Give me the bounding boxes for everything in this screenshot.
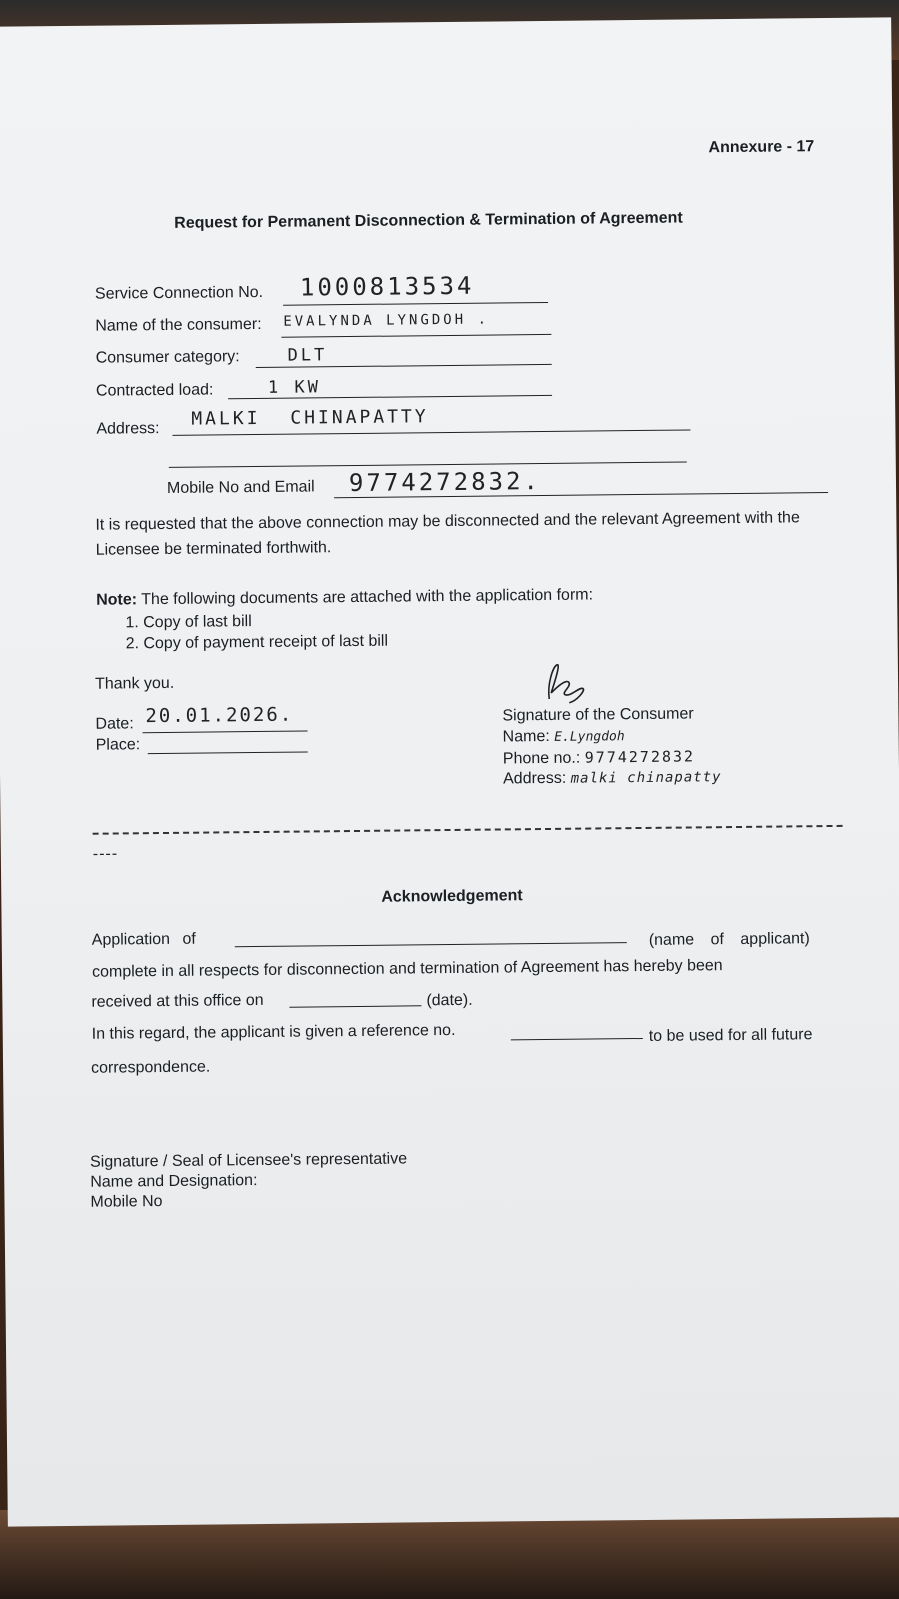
acknowledgement-title: Acknowledgement — [381, 887, 523, 906]
ack-application-of: Application of — [91, 930, 196, 949]
annexure-label: Annexure - 17 — [708, 138, 815, 157]
consumer-address-value: malki chinapatty — [570, 769, 722, 787]
ack-received-text: received at this office on — [91, 991, 264, 1011]
licensee-mobile: Mobile No — [90, 1193, 163, 1211]
ack-name-of-applicant: (name of applicant) — [648, 930, 810, 949]
contracted-load-label: Contracted load: — [95, 381, 214, 400]
note-label: Note: — [96, 591, 138, 609]
consumer-category-value: DLT — [287, 345, 328, 366]
note-item-1: 1. Copy of last bill — [125, 613, 252, 632]
consumer-phone-label: Phone no.: — [502, 749, 581, 768]
consumer-signature-heading: Signature of the Consumer — [502, 705, 694, 725]
document-title: Request for Permanent Disconnection & Termination of Agreement — [174, 209, 683, 232]
consumer-sig-name-value: E.Lyngdoh — [554, 729, 625, 745]
ack-future-text: to be used for all future — [648, 1026, 813, 1045]
ack-date-line — [289, 1005, 421, 1007]
mobile-email-label: Mobile No and Email — [166, 478, 315, 497]
consumer-name-label: Name of the consumer: — [95, 315, 262, 335]
licensee-signature: Signature / Seal of Licensee's representative — [89, 1150, 408, 1171]
note-item-2: 2. Copy of payment receipt of last bill — [125, 632, 389, 653]
address-line-1 — [172, 429, 690, 435]
consumer-address-row — [503, 768, 722, 788]
date-label: Date: — [95, 715, 134, 733]
consumer-category-label: Consumer category: — [95, 348, 240, 367]
thanks-text: Thank you. — [94, 674, 175, 693]
mobile-email-value: 9774272832. — [348, 467, 542, 498]
address-line-2 — [169, 461, 687, 467]
consumer-signature-mark — [539, 658, 600, 709]
ack-reference-line — [511, 1038, 643, 1040]
place-label: Place: — [95, 736, 141, 754]
ack-complete-text: complete in all respects for disconnection and termination of Agreement has hereby been — [91, 957, 723, 981]
consumer-name-line — [281, 334, 551, 338]
address-label: Address: — [96, 420, 160, 438]
consumer-sig-name-label: Name: — [502, 727, 550, 746]
consumer-name-value: EVALYNDA LYNGDOH . — [283, 311, 490, 330]
ack-correspondence: correspondence. — [90, 1058, 211, 1077]
note-line — [96, 586, 593, 609]
service-connection-line — [283, 302, 548, 306]
service-connection-label: Service Connection No. — [94, 283, 264, 303]
contracted-load-value: 1 KW — [267, 377, 322, 398]
address-value: MALKI CHINAPATTY — [191, 406, 429, 430]
licensee-name-designation: Name and Designation: — [90, 1172, 258, 1191]
document-page — [0, 17, 899, 1526]
consumer-phone-value: 9774272832 — [584, 747, 696, 767]
ack-date-suffix: (date). — [426, 991, 473, 1010]
consumer-address-label: Address: — [502, 769, 567, 788]
service-connection-value: 1000813534 — [299, 271, 475, 302]
ack-reference-text: In this regard, the applicant is given a reference no. — [91, 1021, 456, 1043]
section-divider — [93, 825, 843, 835]
ack-applicant-line — [235, 942, 627, 947]
place-line — [148, 751, 308, 754]
consumer-name-row — [503, 727, 625, 746]
request-paragraph: It is requested that the above connection may be disconnected and the relevant Agreement with the Licensee be terminated forthwith. — [95, 509, 800, 559]
consumer-phone-row — [503, 747, 695, 768]
note-text: The following documents are attached with the application form: — [141, 586, 594, 609]
date-value: 20.01.2026. — [145, 703, 294, 728]
short-dash: ---- — [92, 845, 119, 863]
date-line — [143, 730, 308, 733]
